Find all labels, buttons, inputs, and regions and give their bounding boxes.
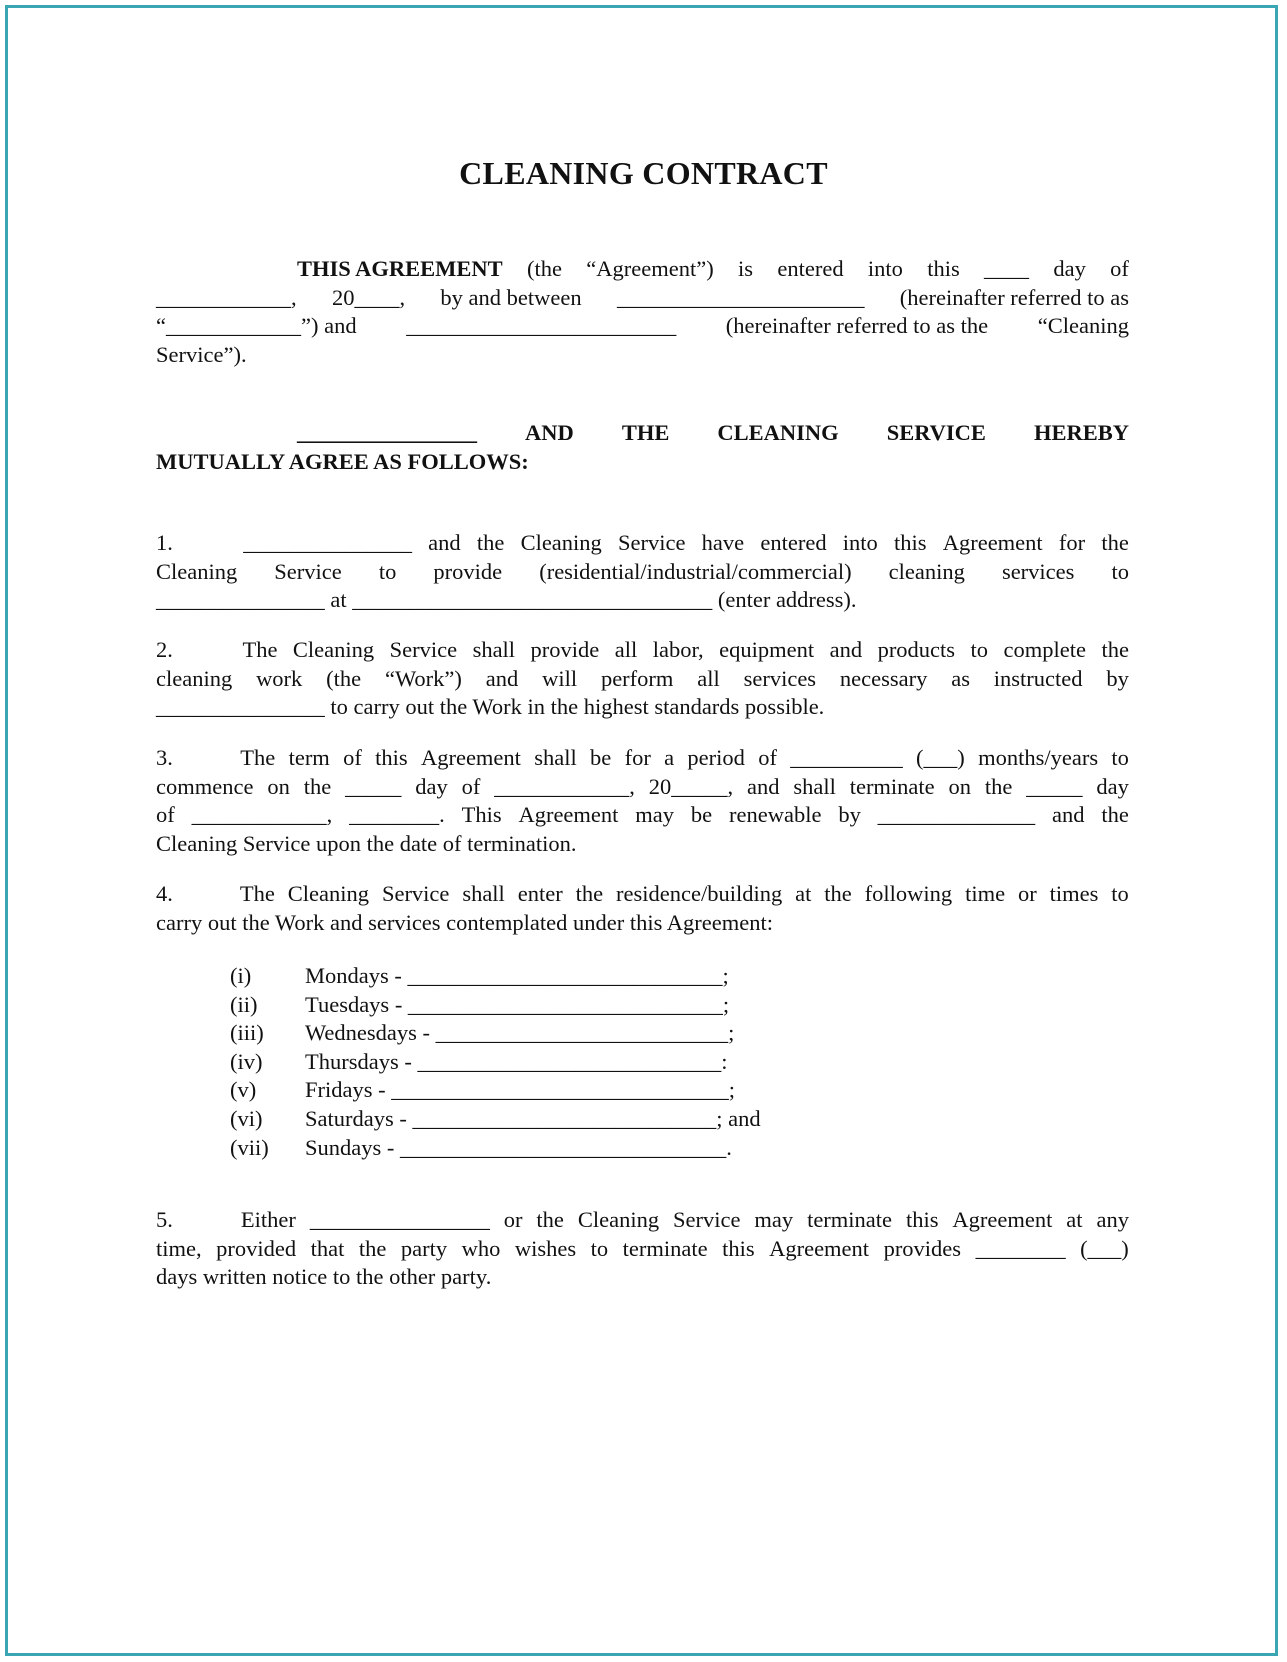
text-line	[156, 880, 1129, 909]
text-word: “Work”)	[384, 665, 462, 691]
text-word: Service	[381, 881, 450, 906]
schedule-item-text: Tuesdays - ____________________________;	[305, 991, 730, 1017]
text-word: The	[239, 881, 275, 906]
schedule-item-number: (vii)	[230, 1134, 269, 1160]
text-word: this	[375, 745, 408, 770]
text-word: following	[864, 881, 953, 906]
text-word: services	[743, 665, 817, 691]
text-word: necessary	[839, 665, 928, 691]
text-word: at	[1066, 1207, 1083, 1232]
text-word: ______________________	[616, 284, 865, 310]
text-word: The	[240, 745, 276, 770]
schedule-item	[230, 962, 761, 991]
text-line	[156, 801, 1129, 830]
text-word: on	[948, 773, 972, 799]
text-word: for	[624, 745, 651, 770]
intro-paragraph	[156, 255, 1129, 369]
text-word: days written notice to the other party.	[156, 1264, 492, 1290]
text-line	[156, 312, 1129, 341]
text-word: (the	[326, 665, 362, 691]
text-word: day	[1096, 773, 1129, 799]
text-word: time,	[156, 1235, 202, 1261]
text-word: to	[590, 1235, 609, 1261]
text-word: Cleaning	[156, 558, 238, 584]
text-line	[156, 341, 1129, 370]
text-word: equipment	[719, 637, 815, 662]
text-word: time	[965, 881, 1006, 906]
text-word: (residential/industrial/commercial)	[539, 558, 852, 584]
text-word: and	[829, 637, 863, 662]
schedule-item-number: (iii)	[230, 1020, 264, 1046]
text-word: or	[503, 1207, 523, 1232]
clause-1	[156, 529, 1129, 615]
text-word: by and between	[440, 284, 582, 310]
text-word: is	[738, 256, 754, 281]
text-word: ________________________	[406, 313, 677, 339]
text-word: this	[722, 1235, 755, 1261]
text-line	[156, 1235, 1129, 1264]
clause-4	[156, 880, 1129, 937]
text-word: shall	[534, 745, 577, 770]
text-word: residence/building	[616, 881, 783, 906]
schedule-item	[230, 991, 761, 1020]
text-word: 20____,	[331, 284, 406, 310]
text-word: _____	[345, 773, 402, 799]
schedule-item-text: Thursdays - ___________________________:	[305, 1048, 728, 1074]
text-word: of	[156, 802, 175, 828]
text-word: to	[378, 558, 397, 584]
text-line	[156, 419, 1129, 448]
text-word: CLEANING	[717, 420, 839, 445]
text-word: the	[1101, 802, 1129, 828]
schedule-item-text: Fridays - ______________________________;	[305, 1077, 735, 1103]
text-word: months/years	[978, 745, 1099, 770]
text-word: _____	[1026, 773, 1083, 799]
text-word: shall	[462, 881, 505, 906]
text-word: all	[614, 637, 638, 662]
schedule-item-number: (v)	[230, 1077, 257, 1103]
clause-5	[156, 1206, 1129, 1292]
text-word: Service	[389, 637, 458, 662]
text-word: Cleaning	[292, 637, 375, 662]
text-word: (___)	[916, 745, 965, 770]
text-word: shall	[472, 637, 516, 662]
text-word: (___)	[1080, 1235, 1129, 1261]
text-word: to	[1111, 558, 1129, 584]
schedule-item-number: (vi)	[230, 1105, 263, 1131]
text-word: be	[690, 802, 713, 828]
text-word: by	[1106, 665, 1129, 691]
text-word: a	[664, 745, 675, 770]
text-word: and	[746, 773, 780, 799]
text-word: or	[1017, 881, 1037, 906]
text-word: ____	[984, 256, 1030, 281]
schedule-item-text: Sundays - _____________________________.	[305, 1134, 732, 1160]
text-word: This	[461, 802, 502, 828]
text-word: MUTUALLY AGREE AS FOLLOWS:	[156, 448, 529, 474]
text-word: will	[542, 665, 578, 691]
text-word: cleaning	[888, 558, 965, 584]
text-word: ________________	[309, 1207, 490, 1232]
text-word: party	[400, 1235, 448, 1261]
schedule-item	[230, 1076, 761, 1105]
mutual-agreement-heading	[156, 419, 1129, 476]
text-word: ______________	[877, 802, 1036, 828]
text-line	[156, 586, 1129, 615]
text-word: on	[267, 773, 290, 799]
text-word: Agreement	[942, 530, 1043, 555]
text-line	[156, 665, 1129, 694]
text-word: THIS AGREEMENT	[297, 256, 503, 281]
text-word: the	[824, 881, 852, 906]
text-word: entered	[760, 530, 827, 555]
text-word: Service	[274, 558, 342, 584]
text-word: complete	[1003, 637, 1086, 662]
text-word: HEREBY	[1033, 420, 1129, 445]
text-word: ________________	[297, 420, 477, 445]
text-word: Cleaning	[577, 1207, 660, 1232]
clause-3	[156, 744, 1129, 858]
text-word: to	[1111, 881, 1129, 906]
text-word: the	[1101, 530, 1129, 555]
text-word: the	[984, 773, 1013, 799]
text-word: Cleaning	[287, 881, 370, 906]
text-word: shall	[793, 773, 836, 799]
text-word: terminate	[807, 1207, 893, 1232]
schedule-item	[230, 1134, 761, 1163]
text-word: the	[536, 1207, 564, 1232]
schedule-item-number: (iv)	[230, 1048, 263, 1074]
text-word: carry out the Work and services contemplated under this Agreement:	[156, 909, 773, 935]
text-line	[156, 255, 1129, 284]
text-word: cleaning	[156, 665, 233, 691]
text-word: as	[951, 665, 970, 691]
text-word: (the	[527, 256, 562, 281]
text-word: _______________ at ________________________________ (enter address).	[156, 587, 857, 613]
text-word: products	[877, 637, 956, 662]
text-word: provides	[883, 1235, 962, 1261]
text-word: the	[575, 881, 604, 906]
text-word: for	[1058, 530, 1086, 555]
schedule-item-text: Saturdays - ___________________________; and	[305, 1105, 761, 1131]
text-word: this	[905, 1207, 939, 1232]
text-word: term	[288, 745, 330, 770]
text-word: any	[1096, 1207, 1129, 1232]
text-word: THE	[621, 420, 670, 445]
text-word: Service	[673, 1207, 741, 1232]
text-word: the	[1101, 637, 1129, 662]
text-word: ____________,	[494, 773, 635, 799]
schedule-item-text: Wednesdays - __________________________;	[305, 1020, 735, 1046]
text-word: and	[485, 665, 519, 691]
text-word: provide	[530, 637, 600, 662]
text-word: who	[461, 1235, 501, 1261]
text-word: of	[1110, 256, 1129, 281]
text-line	[156, 284, 1129, 313]
text-word: entered	[777, 256, 844, 281]
text-word: the	[358, 1235, 387, 1261]
text-word: day	[1053, 256, 1086, 281]
text-word: Either	[240, 1207, 296, 1232]
text-word: labor,	[652, 637, 704, 662]
text-word: __________	[790, 745, 903, 770]
text-word: Service”).	[156, 341, 247, 367]
text-word: 3.	[156, 745, 173, 770]
text-word: commence	[156, 773, 254, 799]
text-word: provide	[433, 558, 503, 584]
schedule-item-number: (i)	[230, 963, 252, 988]
text-word: (hereinafter referred to as the	[725, 313, 989, 339]
text-word: renewable	[729, 802, 822, 828]
text-word: terminate	[849, 773, 935, 799]
text-word: 2.	[156, 637, 173, 662]
text-line	[156, 744, 1129, 773]
text-word: “____________”) and	[156, 313, 357, 339]
text-word: all	[697, 665, 720, 691]
text-word: of	[343, 745, 362, 770]
text-line	[156, 1206, 1129, 1235]
text-word: Agreement	[420, 745, 521, 770]
text-word: ____________,	[156, 284, 297, 310]
text-word: period	[687, 745, 745, 770]
text-word: to	[970, 637, 989, 662]
text-word: “Agreement”)	[586, 256, 714, 281]
text-word: 4.	[156, 881, 173, 906]
text-word: AND	[525, 420, 574, 445]
text-word: perform	[600, 665, 674, 691]
text-word: of	[758, 745, 777, 770]
text-line	[156, 448, 1129, 477]
text-word: that	[310, 1235, 345, 1261]
text-line	[156, 773, 1129, 802]
text-word: Agreement	[952, 1207, 1053, 1232]
text-word: and	[428, 530, 461, 555]
text-word: of	[461, 773, 481, 799]
text-word: at	[795, 881, 812, 906]
text-line	[156, 693, 1129, 722]
text-word: _______________ to carry out the Work in the highest standards possible.	[156, 694, 825, 720]
text-word: to	[1111, 745, 1129, 770]
text-word: (hereinafter referred to as	[899, 284, 1129, 310]
text-word: enter	[517, 881, 563, 906]
text-word: and	[1052, 802, 1085, 828]
text-word: be	[590, 745, 612, 770]
text-line	[156, 636, 1129, 665]
text-word: instructed	[993, 665, 1083, 691]
text-word: ____________,	[191, 802, 333, 828]
text-word: the	[303, 773, 332, 799]
text-word: 1.	[156, 530, 173, 555]
text-line	[156, 909, 1129, 938]
text-word: into	[842, 530, 878, 555]
text-word: by	[838, 802, 861, 828]
text-word: “Cleaning	[1037, 313, 1129, 339]
text-word: _______________	[243, 530, 412, 555]
text-word: the	[476, 530, 505, 555]
text-word: may	[754, 1207, 794, 1232]
text-word: work	[256, 665, 303, 691]
text-word: The	[242, 637, 278, 662]
text-word: Agreement	[769, 1235, 870, 1261]
text-word: terminate	[622, 1235, 708, 1261]
text-word: may	[635, 802, 675, 828]
schedule-item	[230, 1048, 761, 1077]
text-word: this	[927, 256, 960, 281]
text-line	[156, 529, 1129, 558]
text-word: this	[894, 530, 927, 555]
text-word: have	[701, 530, 745, 555]
text-line	[156, 558, 1129, 587]
schedule-item-text: Mondays - ____________________________;	[305, 963, 729, 988]
schedule-item-number: (ii)	[230, 991, 258, 1017]
clause-2	[156, 636, 1129, 722]
schedule-item	[230, 1019, 761, 1048]
text-word: 5.	[156, 1207, 173, 1232]
text-word: Cleaning	[520, 530, 602, 555]
text-line	[156, 1263, 1129, 1292]
text-word: ________	[975, 1235, 1066, 1261]
text-word: Cleaning Service upon the date of termination.	[156, 830, 577, 856]
weekday-schedule-list	[230, 962, 761, 1162]
text-word: services	[1001, 558, 1075, 584]
text-word: times	[1049, 881, 1099, 906]
text-word: provided	[216, 1235, 297, 1261]
text-word: Agreement	[518, 802, 619, 828]
text-word: Service	[618, 530, 686, 555]
text-word: SERVICE	[886, 420, 986, 445]
text-word: into	[867, 256, 903, 281]
text-word: wishes	[514, 1235, 577, 1261]
schedule-item	[230, 1105, 761, 1134]
text-word: ________.	[349, 802, 445, 828]
text-word: day	[415, 773, 448, 799]
document-title: CLEANING CONTRACT	[459, 155, 828, 191]
text-line	[156, 830, 1129, 859]
text-word: 20_____,	[648, 773, 734, 799]
